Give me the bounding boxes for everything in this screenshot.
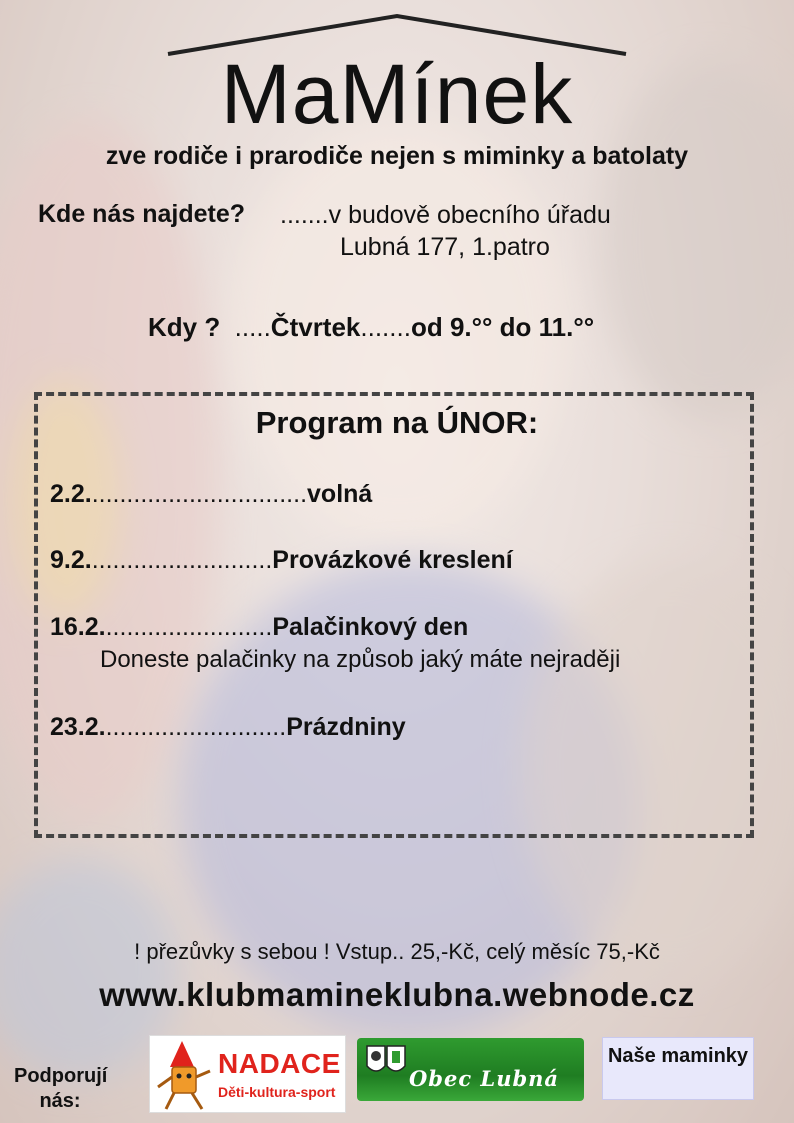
time-day: Čtvrtek bbox=[270, 312, 361, 342]
time-info bbox=[148, 312, 594, 343]
program-item-date: 2.2. bbox=[50, 480, 92, 508]
program-item bbox=[50, 613, 468, 642]
nadace-logo bbox=[149, 1035, 346, 1113]
program-item bbox=[50, 480, 372, 509]
invitation-text: zve rodiče i prarodiče nejen s miminky a batolaty bbox=[105, 142, 689, 170]
website-url[interactable]: www.klubmamineklubna.webnode.cz bbox=[99, 976, 695, 1013]
program-item-date: 9.2. bbox=[50, 546, 92, 574]
time-dots-1: ..... bbox=[234, 312, 271, 342]
entry-fee-note: ! přezůvky s sebou ! Vstup.. 25,-Kč, celý měsíc 75,-Kč bbox=[134, 939, 660, 964]
location-question: Kde nás najdete? bbox=[38, 200, 245, 228]
program-item-dots: .......................... bbox=[91, 546, 273, 574]
nase-maminky-box: Naše maminky bbox=[602, 1037, 754, 1100]
nadace-mascot-icon bbox=[152, 1037, 218, 1113]
program-item bbox=[50, 546, 513, 575]
program-item-date: 23.2. bbox=[50, 713, 106, 741]
program-item-label: volná bbox=[307, 480, 373, 508]
time-hours: od 9.°° do 11.°° bbox=[410, 312, 595, 342]
location-answer-line2: Lubná 177, 1.patro bbox=[340, 233, 550, 261]
time-dots-2: ....... bbox=[360, 312, 411, 342]
supporters-label: Podporují nás: bbox=[14, 1065, 108, 1112]
location-answer-line1: .......v budově obecního úřadu bbox=[280, 201, 611, 229]
page-title: MaMínek bbox=[220, 47, 574, 141]
program-item-dots: .......................... bbox=[105, 713, 287, 741]
program-item-note: Doneste palačinky na způsob jaký máte nejraději bbox=[100, 646, 621, 673]
obec-name: Obec Lubná bbox=[409, 1066, 560, 1091]
program-item-label: Provázkové kreslení bbox=[272, 546, 513, 574]
program-item-dots: ............................... bbox=[91, 480, 308, 508]
program-item-label: Prázdniny bbox=[286, 713, 406, 741]
program-item-dots: ........................ bbox=[105, 613, 273, 641]
program-item bbox=[50, 713, 406, 742]
program-item-date: 16.2. bbox=[50, 613, 106, 641]
obec-lubna-logo bbox=[357, 1038, 584, 1101]
program-item-label: Palačinkový den bbox=[272, 613, 469, 641]
nadace-subtitle: Děti-kultura-sport bbox=[218, 1084, 336, 1100]
nadace-name: NADACE bbox=[218, 1048, 341, 1079]
program-title: Program na ÚNOR: bbox=[255, 405, 539, 440]
coat-of-arms-icon bbox=[363, 1042, 409, 1082]
time-label: Kdy ? bbox=[148, 312, 235, 342]
